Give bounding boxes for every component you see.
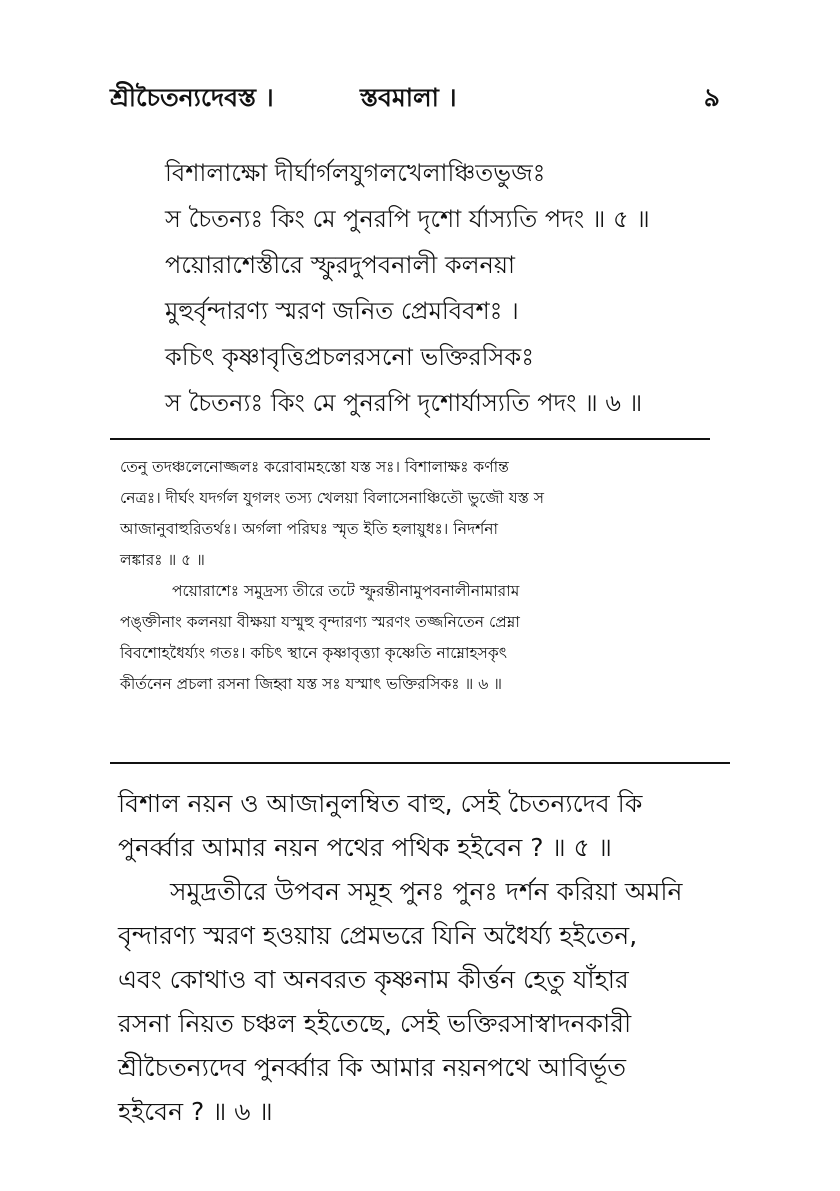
page-number: ৯ xyxy=(703,83,720,112)
commentary-line: পঙ্‌ক্তীনাং কলনয়া বীক্ষয়া যস্মুহু বৃন্দারণ্য স্মরণং তজ্জনিতেন প্রেম্না xyxy=(120,613,520,631)
commentary-block xyxy=(120,452,730,700)
commentary-line: বিবশোহধৈর্য্যং গতঃ। কচিৎ স্থানে কৃষ্ণাবৃত্ত্যা কৃষ্ণেতি নাম্নোহসকৃৎ xyxy=(120,644,507,662)
section-divider-bottom xyxy=(110,762,730,764)
commentary-line: পয়োরাশেঃ সমুদ্রস্য তীরে তটে স্ফুরন্তীনামুপবনালীনামারাম xyxy=(172,582,520,600)
running-header xyxy=(110,78,720,118)
verse-line: স চৈতন্যঃ কিং মে পুনরপি দৃশো র্যাস্যতি পদং ॥ ৫ ॥ xyxy=(165,205,650,233)
translation-line: বৃন্দারণ্য স্মরণ হওয়ায় প্রেমভরে যিনি অধৈর্য্য হইতেন, xyxy=(118,921,638,950)
translation-line: শ্রীচৈতন্যদেব পুনর্ব্বার কি আমার নয়নপথে আবির্ভূত xyxy=(118,1053,627,1082)
translation-line: বিশাল নয়ন ও আজানুলম্বিত বাহু, সেই চৈতন্যদেব কি xyxy=(118,789,643,818)
section-divider-top xyxy=(110,438,710,440)
commentary-line: লঙ্কারঃ ॥ ৫ ॥ xyxy=(120,551,205,569)
verse-line: পয়োরাশেস্তীরে স্ফুরদুপবনালী কলনয়া xyxy=(165,251,515,279)
commentary-line: কীর্তনেন প্রচলা রসনা জিহ্বা যস্ত সঃ যস্মাৎ ভক্তিরসিকঃ ॥ ৬ ॥ xyxy=(120,675,502,693)
translation-line: রসনা নিয়ত চঞ্চল হইতেছে, সেই ভক্তিরসাস্বাদনকারী xyxy=(118,1009,632,1038)
sanskrit-verse-block xyxy=(165,150,765,426)
verse-line: স চৈতন্যঃ কিং মে পুনরপি দৃশোর্যাস্যতি পদং ॥ ৬ ॥ xyxy=(165,389,643,417)
translation-line: এবং কোথাও বা অনবরত কৃষ্ণনাম কীর্ত্তন হেতু যাঁহার xyxy=(118,965,629,994)
commentary-line: আজানুবাহুরিতর্থঃ। অর্গলা পরিঘঃ স্মৃত ইতি হলায়ুধঃ। নিদর্শনা xyxy=(120,520,499,538)
verse-line: মুহুর্বৃন্দারণ্য স্মরণ জনিত প্রেমবিবশঃ । xyxy=(165,297,519,325)
bengali-translation-block xyxy=(118,782,748,1134)
translation-line: সমুদ্রতীরে উপবন সমূহ পুনঃ পুনঃ দর্শন করিয়া অমনি xyxy=(170,877,683,906)
verse-line: বিশালাক্ষো দীর্ঘার্গলযুগলখেলাঞ্চিতভুজঃ xyxy=(165,159,546,187)
running-title: শ্রীচৈতন্যদেবস্ত । xyxy=(110,83,274,112)
commentary-line: তেনু তদঞ্চলেনোজ্জলঃ করোবামহস্তো যস্ত সঃ। বিশালাক্ষঃ কর্ণান্ত xyxy=(120,458,509,476)
commentary-line: নেত্রঃ। দীর্ঘং যদর্গল যুগলং তস্য খেলয়া বিলাসেনাঞ্চিতৌ ভুজৌ যস্ত স xyxy=(120,489,544,507)
book-title: স্তবমালা । xyxy=(360,83,457,112)
translation-line: হইবেন ? ॥ ৬ ॥ xyxy=(118,1097,273,1126)
verse-line: কচিৎ কৃষ্ণাবৃত্তিপ্রচলরসনো ভক্তিরসিকঃ xyxy=(165,343,534,371)
translation-line: পুনর্ব্বার আমার নয়ন পথের পথিক হইবেন ? ॥ ৫ ॥ xyxy=(118,833,612,862)
